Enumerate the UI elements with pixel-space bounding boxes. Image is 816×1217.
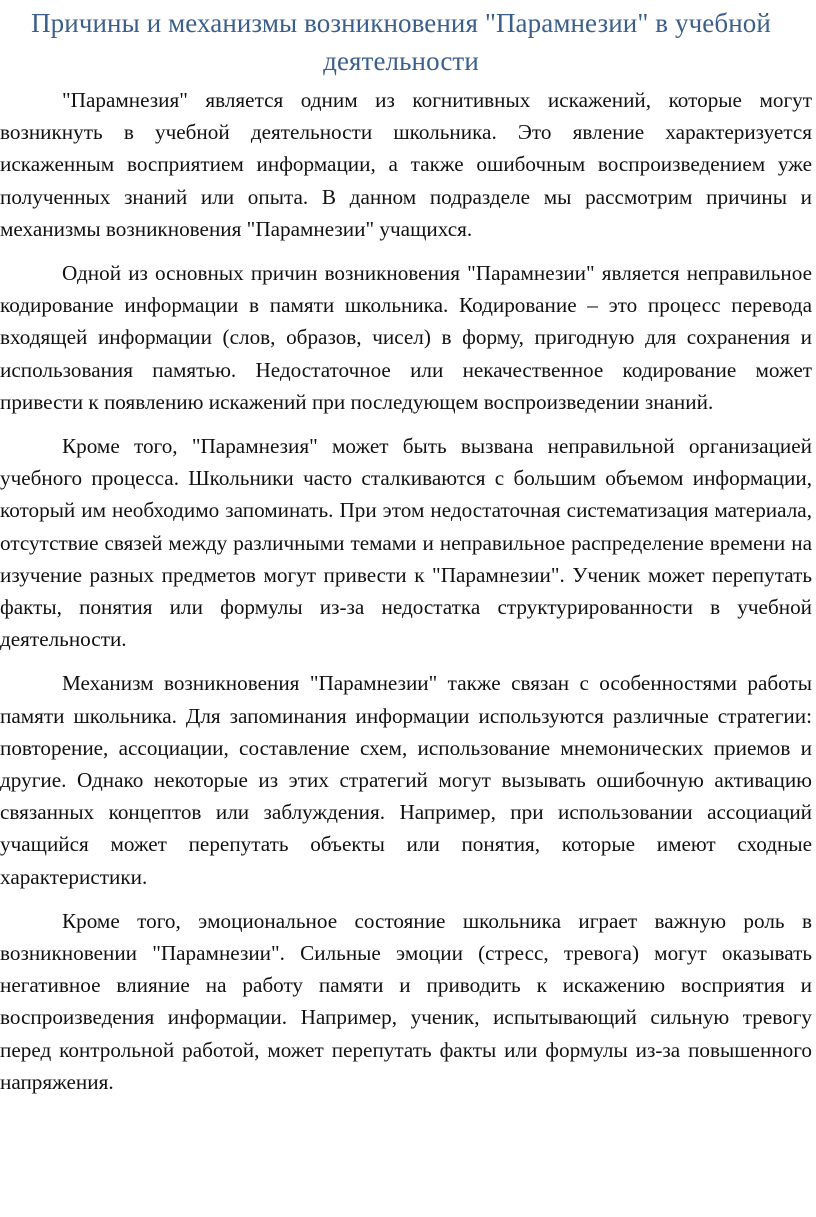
document-body	[0, 84, 812, 1098]
paragraph-1: "Парамнезия" является одним из когнитивных искажений, которые могут возникнуть в учебной деятельности школьника. Это явление характеризуется искаженным восприятием информации, а также ошибочным воспроизведением уже полученных знаний или опыта. В данном подразделе мы рассмотрим причины и механизмы возникновения "Парамнезии" учащихся.	[0, 88, 812, 241]
paragraph-3: Кроме того, "Парамнезия" может быть вызвана неправильной организацией учебного процесса. Школьники часто сталкиваются с большим объемом информации, который им необходимо запоминать. При этом недостаточная систематизация материала, отсутствие связей между различными темами и неправильное распределение времени на изучение разных предметов могут привести к "Парамнезии". Ученик может перепутать факты, понятия или формулы из-за недостатка структурированности в учебной деятельности.	[0, 434, 812, 652]
paragraph-5: Кроме того, эмоциональное состояние школьника играет важную роль в возникновении "Парамнезии". Сильные эмоции (стресс, тревога) могут оказывать негативное влияние на работу памяти и приводить к искажению восприятия и воспроизведения информации. Например, ученик, испытывающий сильную тревогу перед контрольной работой, может перепутать факты или формулы из-за повышенного напряжения.	[0, 908, 812, 1094]
paragraph-4: Механизм возникновения "Парамнезии" также связан с особенностями работы памяти школьника. Для запоминания информации используются различные стратегии: повторение, ассоциации, составление схем, использование мнемонических приемов и другие. Однако некоторые из этих стратегий могут вызывать ошибочную активацию связанных концептов или заблуждения. Например, при использовании ассоциаций учащийся может перепутать объекты или понятия, которые имеют сходные характеристики.	[0, 671, 812, 889]
document-title: Причины и механизмы возникновения "Парамнезии" в учебной деятельности	[31, 8, 771, 76]
paragraph-2: Одной из основных причин возникновения "Парамнезии" является неправильное кодирование информации в памяти школьника. Кодирование – это процесс перевода входящей информации (слов, образов, чисел) в форму, пригодную для сохранения и использования памятью. Недостаточное или некачественное кодирование может привести к появлению искажений при последующем воспроизведении знаний.	[0, 261, 812, 414]
